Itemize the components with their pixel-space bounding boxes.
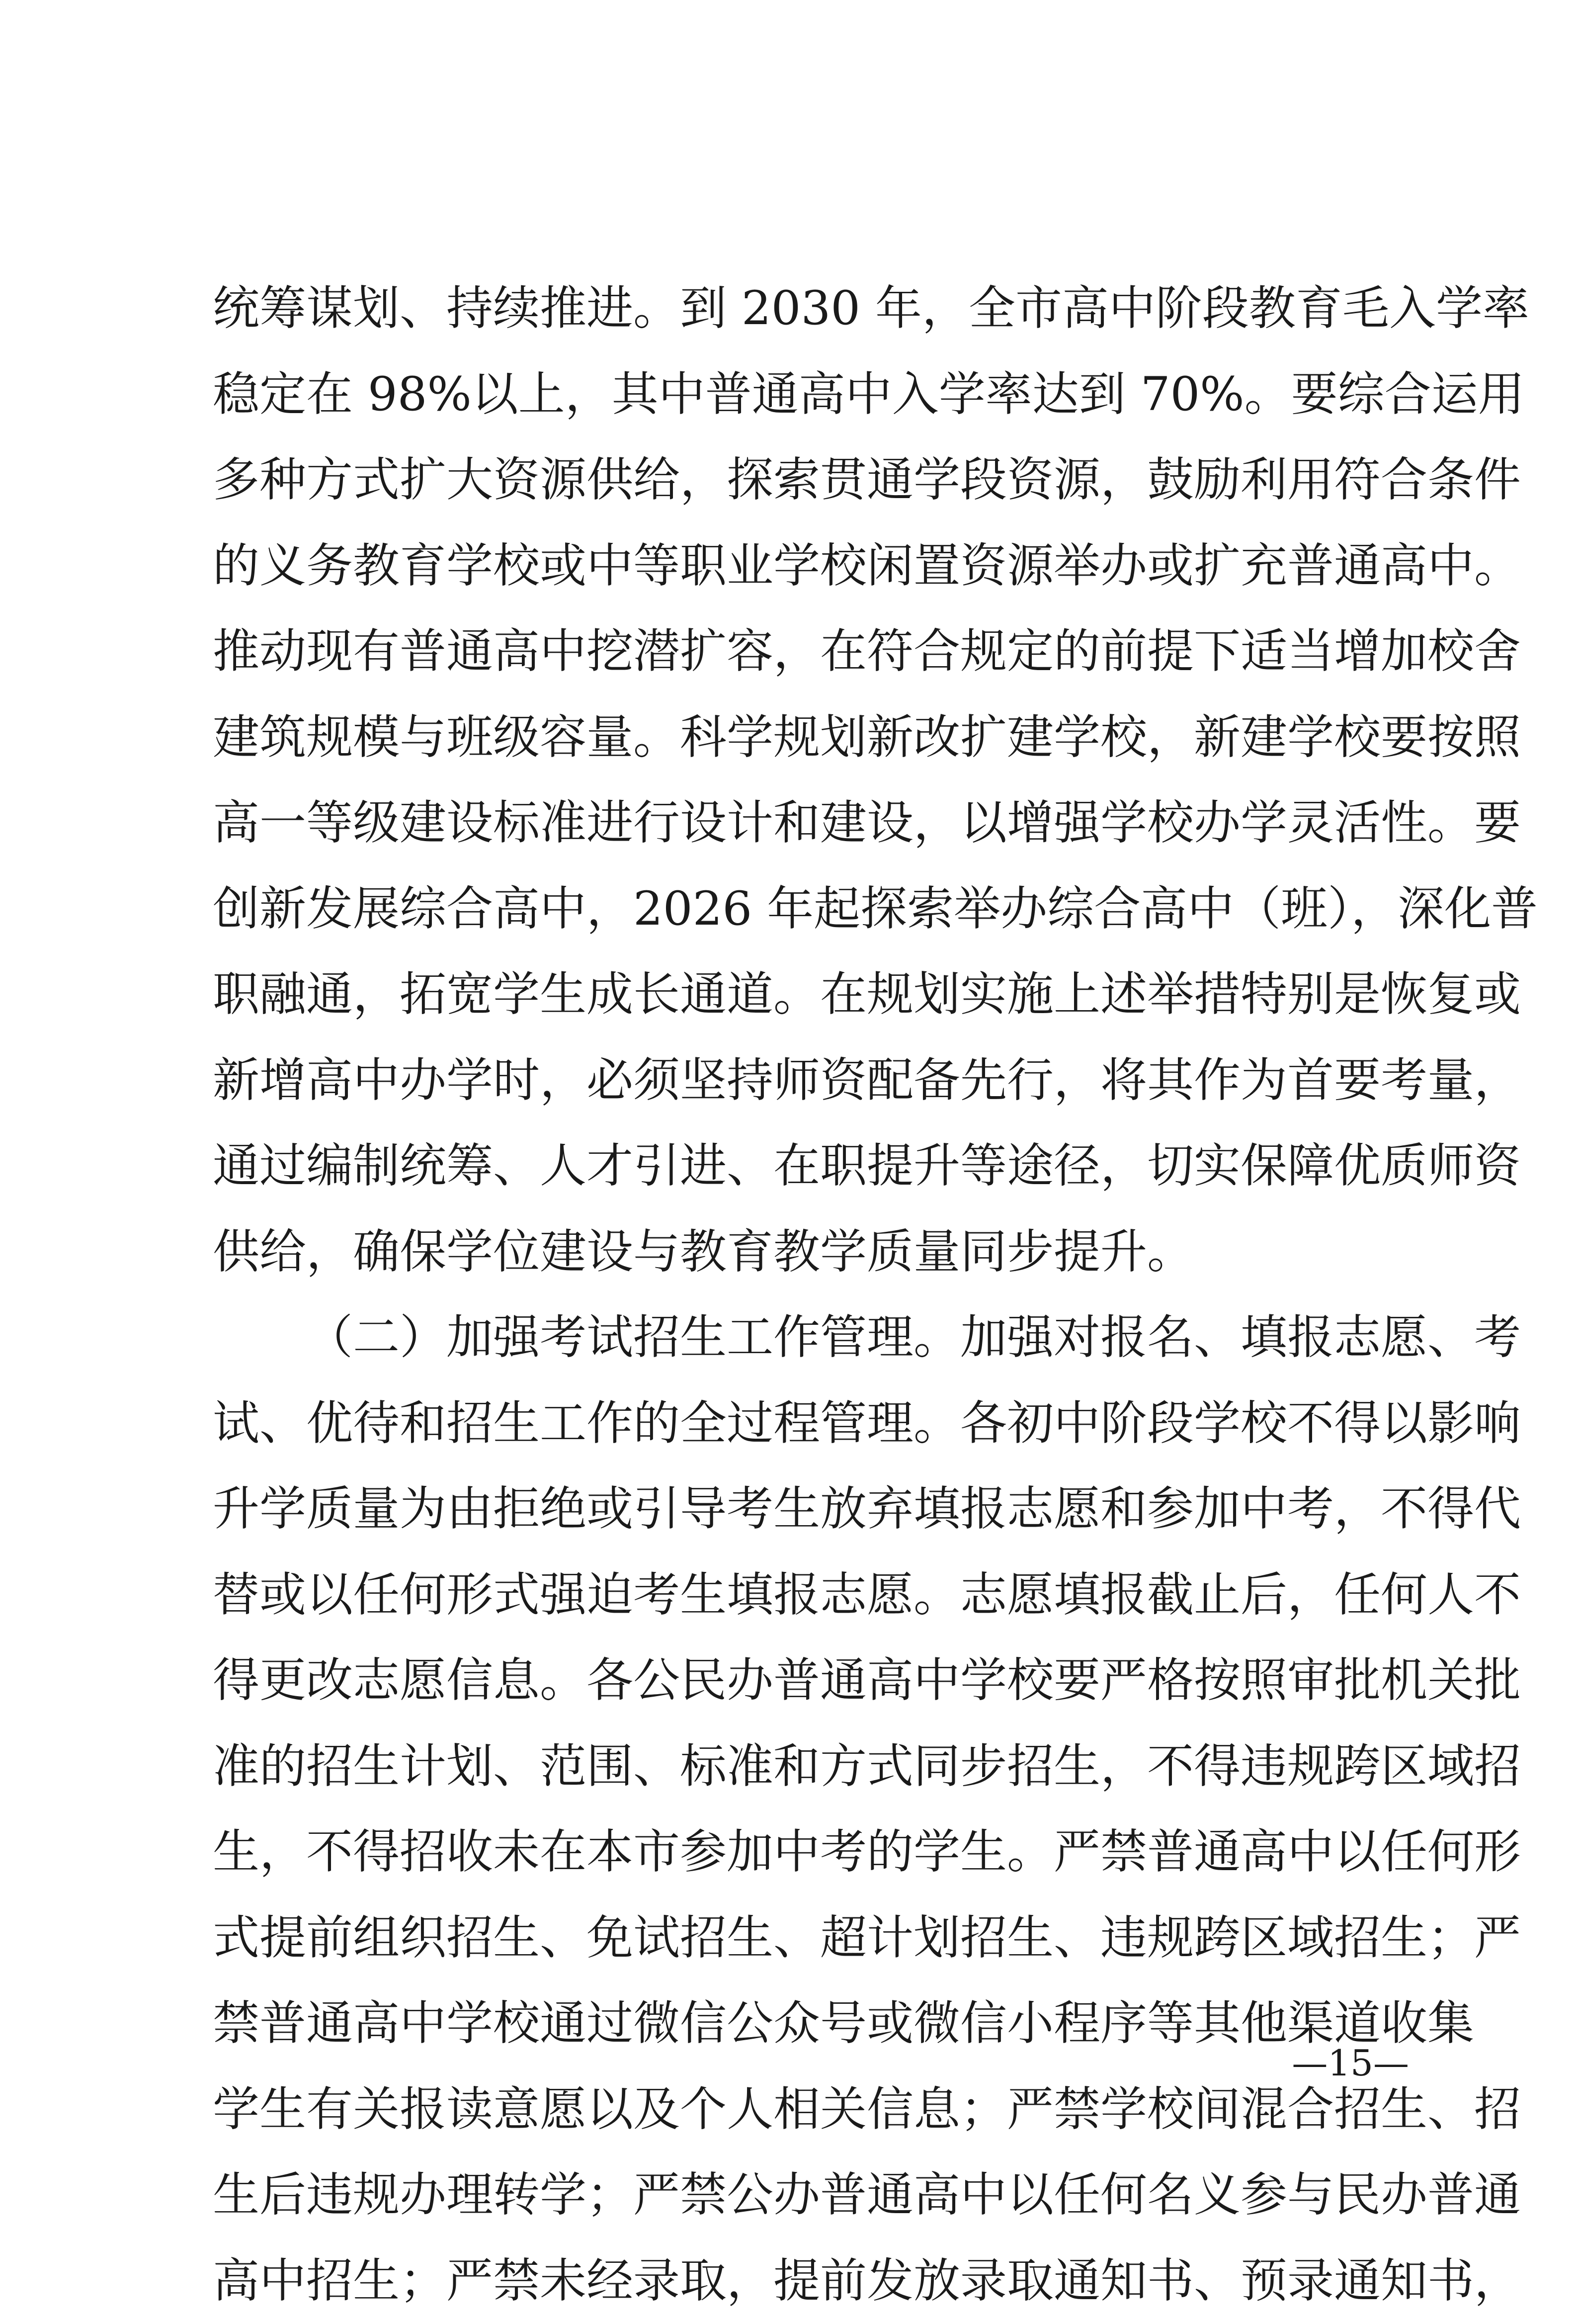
text-line: 职融通，拓宽学生成长通道。在规划实施上述举措特别是恢复或 [213, 952, 1366, 1038]
text-line: 创新发展综合高中，2026 年起探索举办综合高中（班），深化普 [213, 866, 1366, 952]
text-line: 得更改志愿信息。各公民办普通高中学校要严格按照审批机关批 [213, 1638, 1366, 1724]
text-line: 升学质量为由拒绝或引导考生放弃填报志愿和参加中考，不得代 [213, 1466, 1366, 1552]
page-number: —15— [1285, 2036, 1409, 2090]
text-line: 的义务教育学校或中等职业学校闲置资源举办或扩充普通高中。 [213, 523, 1366, 609]
text-line: 禁普通高中学校通过微信公众号或微信小程序等其他渠道收集 [213, 1981, 1366, 2067]
text-line: 推动现有普通高中挖潜扩容，在符合规定的前提下适当增加校舍 [213, 609, 1366, 695]
text-line: 多种方式扩大资源供给，探索贯通学段资源，鼓励利用符合条件 [213, 437, 1366, 523]
text-line: 生，不得招收未在本市参加中考的学生。严禁普通高中以任何形 [213, 1809, 1366, 1895]
text-line: 通过编制统筹、人才引进、在职提升等途径，切实保障优质师资 [213, 1123, 1366, 1209]
body-text [213, 266, 1366, 2324]
section-heading-line: （二）加强考试招生工作管理。加强对报名、填报志愿、考 [213, 1295, 1366, 1381]
text-line: 学生有关报读意愿以及个人相关信息；严禁学校间混合招生、招 [213, 2067, 1366, 2153]
text-line: 供给，确保学位建设与教育教学质量同步提升。 [213, 1209, 1366, 1295]
text-line: 建筑规模与班级容量。科学规划新改扩建学校，新建学校要按照 [213, 695, 1366, 781]
text-line: 高一等级建设标准进行设计和建设，以增强学校办学灵活性。要 [213, 780, 1366, 866]
text-line: 替或以任何形式强迫考生填报志愿。志愿填报截止后，任何人不 [213, 1552, 1366, 1638]
text-line: 试、优待和招生工作的全过程管理。各初中阶段学校不得以影响 [213, 1381, 1366, 1467]
text-line: 高中招生；严禁未经录取，提前发放录取通知书、预录通知书， [213, 2238, 1366, 2324]
text-line: 新增高中办学时，必须坚持师资配备先行，将其作为首要考量， [213, 1038, 1366, 1124]
text-line: 式提前组织招生、免试招生、超计划招生、违规跨区域招生；严 [213, 1895, 1366, 1981]
text-line: 统筹谋划、持续推进。到 2030 年，全市高中阶段教育毛入学率 [213, 266, 1366, 352]
text-line: 生后违规办理转学；严禁公办普通高中以任何名义参与民办普通 [213, 2152, 1366, 2238]
text-line: 稳定在 98%以上，其中普通高中入学率达到 70%。要综合运用 [213, 352, 1366, 438]
text-line: 准的招生计划、范围、标准和方式同步招生，不得违规跨区域招 [213, 1724, 1366, 1810]
